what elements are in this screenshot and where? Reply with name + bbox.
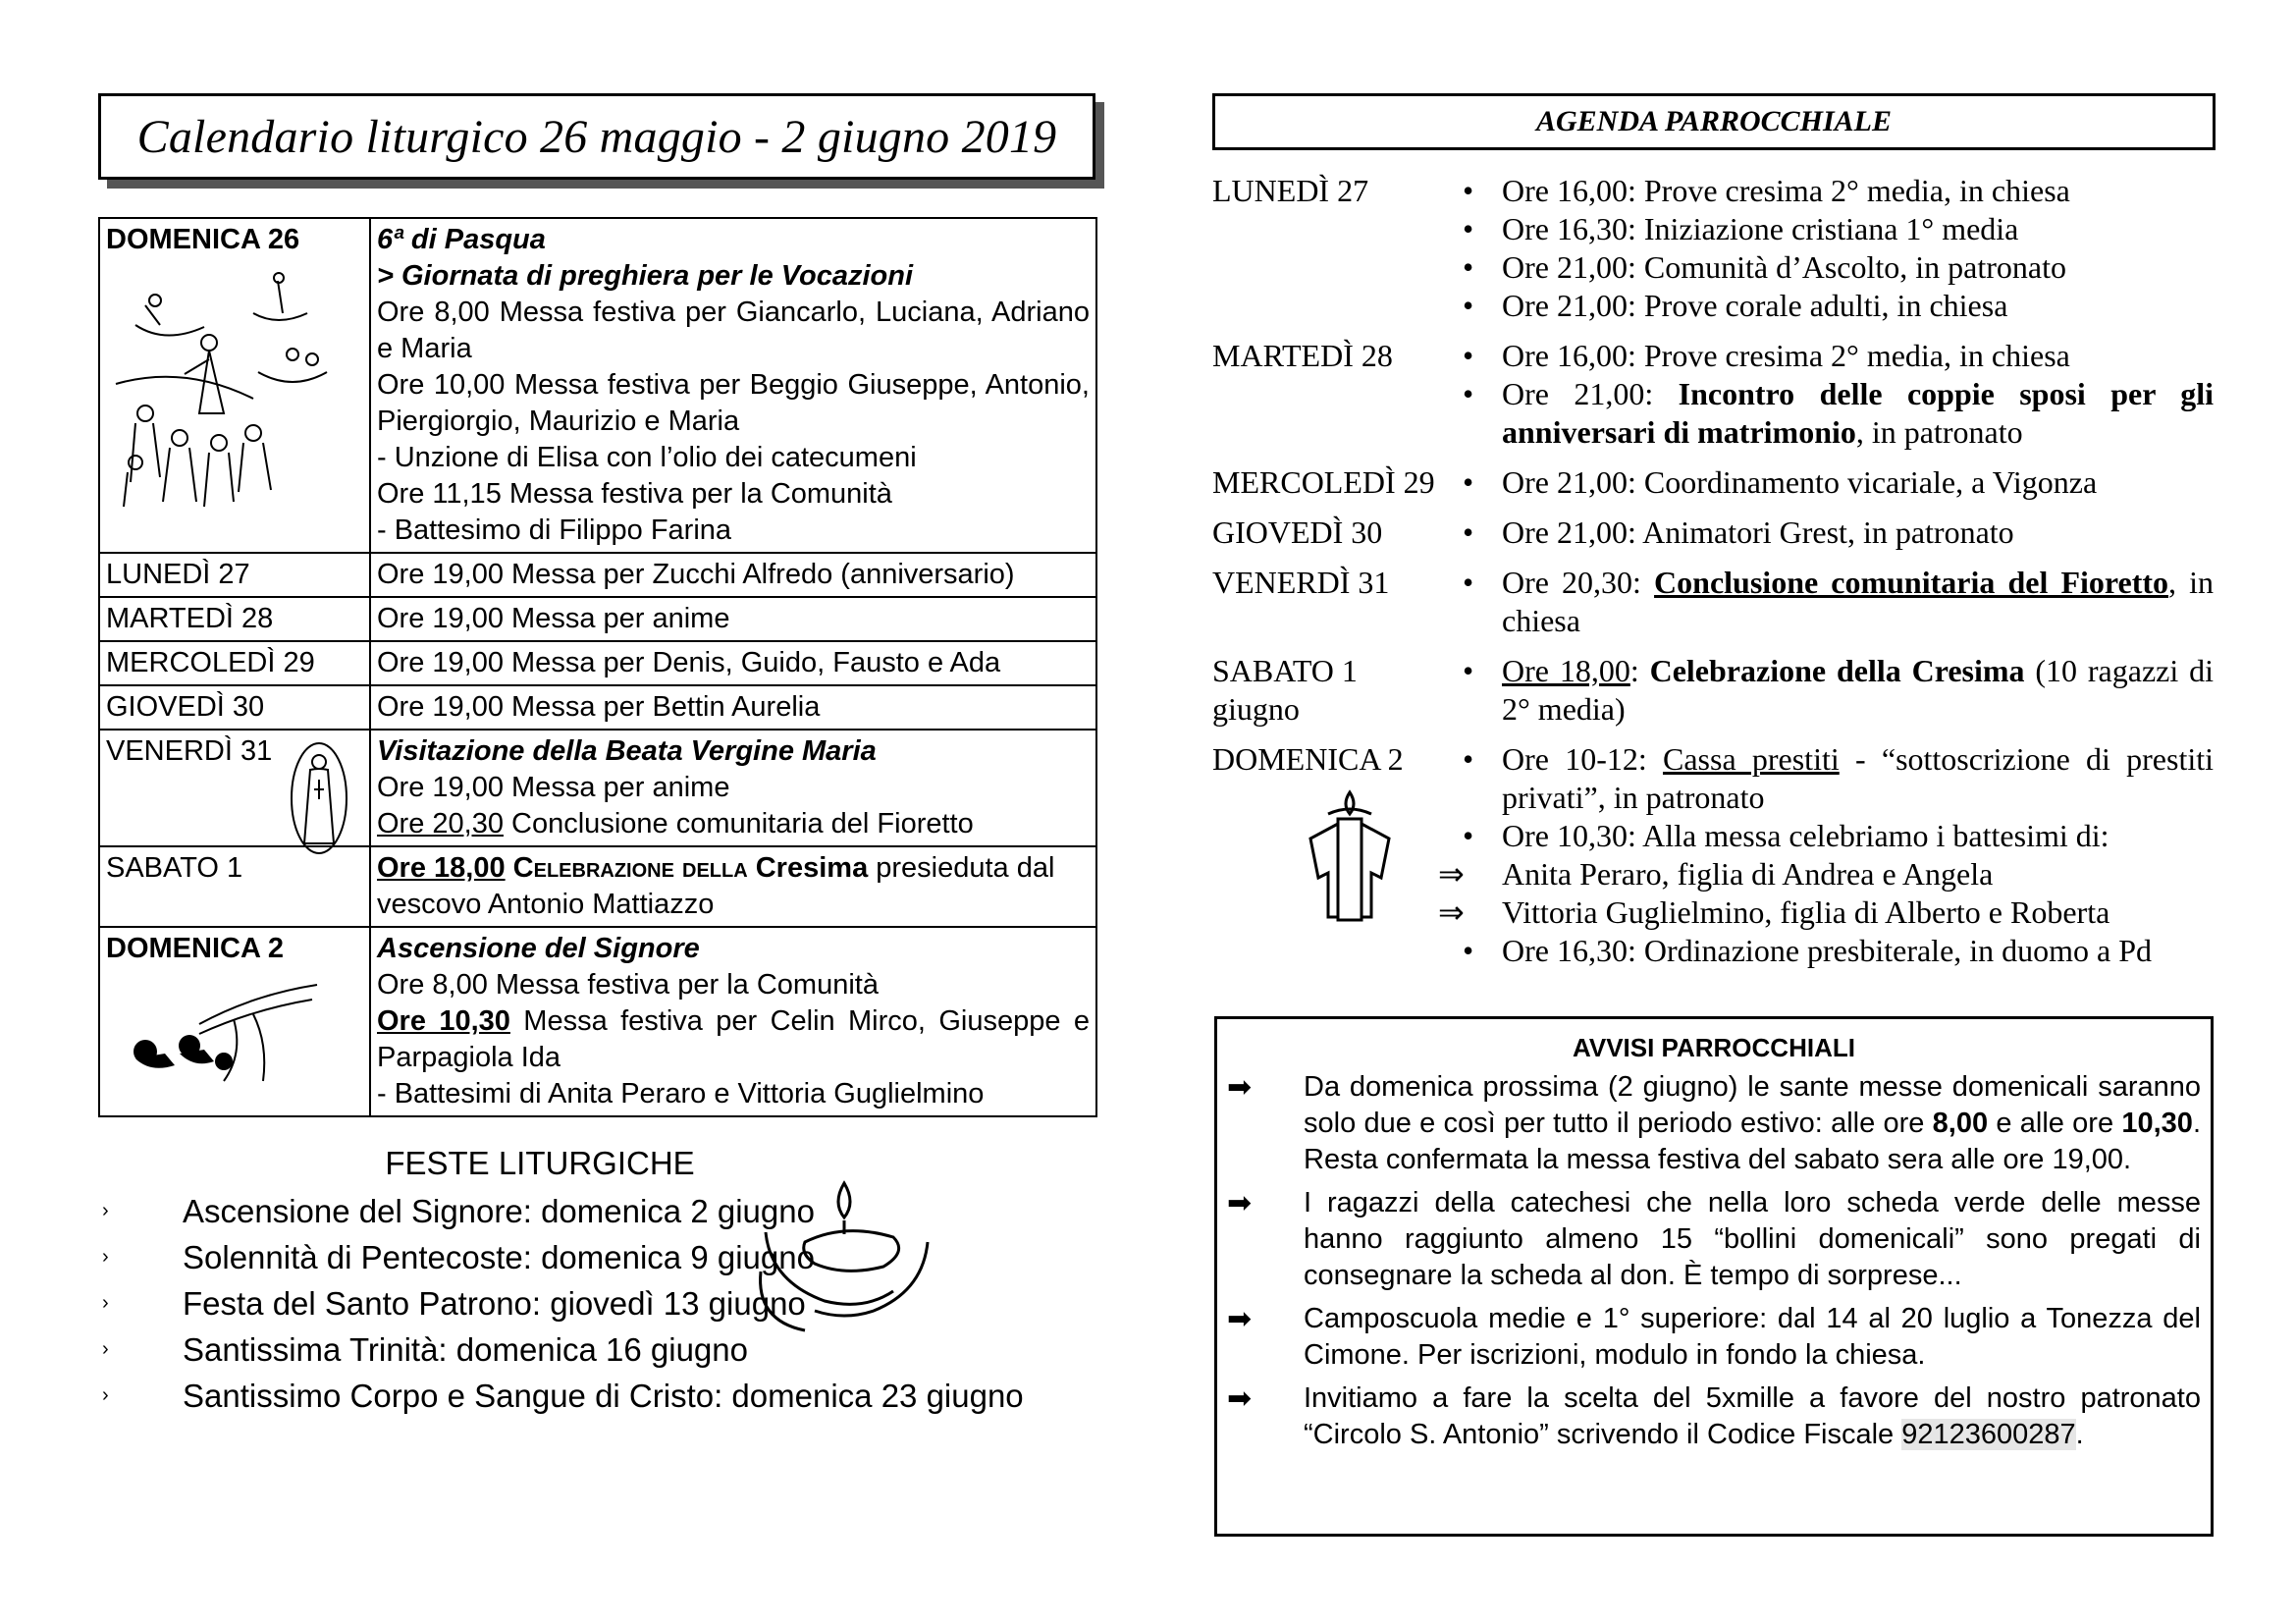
right-page — [1212, 93, 2214, 982]
table-row — [99, 730, 1096, 846]
bullet-icon: • — [1463, 514, 1474, 550]
agenda-row — [1212, 740, 2214, 970]
agenda-items — [1453, 564, 2214, 640]
list-item-text: Santissimo Corpo e Sangue di Cristo: domenica 23 giugno — [183, 1378, 1024, 1414]
list-item-text: Ore 16,30: Iniziazione cristiana 1° media — [1502, 211, 2019, 246]
day-label: DOMENICA 26 — [106, 224, 300, 255]
event-text: Conclusione comunitaria del Fioretto — [503, 808, 974, 839]
agenda-items — [1453, 172, 2214, 325]
agenda-row — [1212, 652, 2214, 729]
avviso-bold: 10,30 — [2121, 1108, 2193, 1139]
avviso-text: Da domenica prossima (2 giugno) le sante messe domenicali saranno solo due e così per tutto il periodo estivo: alle ore — [1304, 1071, 2201, 1139]
calendar-title-box — [98, 93, 1095, 180]
day-cell — [99, 218, 370, 553]
arrow-icon: ⇒ — [1438, 894, 1465, 930]
day-label: VENERDÌ 31 — [106, 735, 273, 767]
bullet-icon: • — [1463, 653, 1474, 688]
day-label: DOMENICA 2 — [106, 933, 284, 964]
list-item — [1453, 564, 2214, 640]
avviso-item — [1217, 1301, 2211, 1374]
agenda-day: GIOVEDÌ 30 — [1212, 514, 1383, 550]
list-item — [1453, 172, 2214, 210]
agenda-row — [1212, 514, 2214, 552]
bullet-icon: › — [102, 1338, 109, 1360]
avviso-item — [1217, 1185, 2211, 1294]
agenda-items — [1453, 463, 2214, 502]
baptism-robe-illustration — [1301, 785, 1399, 922]
list-item-text: Ore 21,00: Animatori Grest, in patronato — [1502, 514, 2014, 550]
bullet-icon: • — [1463, 464, 1474, 500]
agenda-row — [1212, 337, 2214, 452]
event-line: - Battesimo di Filippo Farina — [377, 514, 732, 546]
list-item — [1453, 652, 2214, 729]
agenda-day: MARTEDÌ 28 — [1212, 338, 1393, 373]
list-item-bold: Celebrazione della Cresima — [1649, 653, 2025, 688]
bullet-icon: › — [102, 1246, 109, 1268]
list-item-text: Ore 21,00: Prove corale adulti, in chiesa — [1502, 288, 2008, 323]
list-item-text: Ore 20,30: — [1502, 565, 1655, 600]
agenda-items — [1453, 652, 2214, 729]
day-cell: SABATO 1 — [99, 846, 370, 927]
list-item-text: Ore 10-12: — [1502, 741, 1663, 777]
list-item — [1453, 740, 2214, 817]
list-item-text: , in patronato — [1855, 414, 2023, 450]
agenda-day: MERCOLEDÌ 29 — [1212, 464, 1435, 500]
event-line — [377, 1003, 1090, 1076]
ascension-illustration — [106, 975, 322, 1083]
event-line: - Unzione di Elisa con l’olio dei catecumeni — [377, 442, 917, 473]
event-smallcaps: Celebrazione della — [505, 852, 756, 884]
agenda-row — [1212, 564, 2214, 640]
agenda-items — [1453, 337, 2214, 452]
list-item-text: Ore 21,00: Comunità d’Ascolto, in patronato — [1502, 249, 2067, 285]
list-item — [98, 1373, 1099, 1419]
left-page — [98, 93, 1099, 1419]
event-time: Ore 18,00 — [377, 852, 506, 884]
bullet-icon: • — [1463, 818, 1474, 853]
agenda-day-line: DOMENICA 2 — [1212, 741, 1404, 777]
event-line: - Battesimi di Anita Peraro e Vittoria Guglielmino — [377, 1078, 985, 1110]
list-item-text: Ore 21,00: — [1502, 376, 1679, 411]
events-cell — [370, 730, 1096, 846]
bullet-icon: • — [1463, 741, 1474, 777]
event-line: Ore 8,00 Messa festiva per Giancarlo, Luciana, Adriano e Maria — [377, 297, 1090, 364]
event-bold: Cresima — [755, 852, 869, 884]
table-row — [99, 553, 1096, 597]
bullet-icon: • — [1463, 173, 1474, 208]
agenda-items — [1438, 740, 2215, 970]
events-cell: Ore 19,00 Messa per Bettin Aurelia — [370, 685, 1096, 730]
list-item-bold: Incontro delle coppie sposi per gli anniversari di matrimonio — [1502, 376, 2214, 450]
table-row — [99, 927, 1096, 1116]
avviso-bold: 8,00 — [1932, 1108, 1989, 1139]
bullet-icon: • — [1463, 288, 1474, 323]
agenda-items — [1453, 514, 2214, 552]
list-item — [1453, 210, 2214, 248]
event-line: Ore 19,00 Messa per anime — [377, 772, 730, 803]
bullet-icon: • — [1463, 249, 1474, 285]
list-item-text: Ore 16,00: Prove cresima 2° media, in chiesa — [1502, 338, 2070, 373]
events-cell — [370, 927, 1096, 1116]
bullet-icon: • — [1463, 211, 1474, 246]
event-line: > Giornata di preghiera per le Vocazioni — [377, 260, 914, 292]
avvisi-title: AVVISI PARROCCHIALI — [1573, 1033, 1855, 1062]
pointing-arrow-icon: ➡ — [1227, 1303, 1253, 1335]
avviso-item — [1217, 1380, 2211, 1453]
list-item-text: Ore 16,00: Prove cresima 2° media, in chiesa — [1502, 173, 2070, 208]
event-time: Ore 10,30 — [377, 1005, 510, 1037]
pointing-arrow-icon: ➡ — [1227, 1187, 1253, 1219]
avviso-text: I ragazzi della catechesi che nella loro scheda verde delle messe hanno raggiunto almeno 15 “bollini domenicali” sono pregati di consegnare la scheda al don. È tempo di sorprese... — [1304, 1187, 2201, 1291]
agenda-title: AGENDA PARROCCHIALE — [1535, 105, 1893, 137]
list-item — [1453, 337, 2214, 375]
agenda-day-line: giugno — [1212, 691, 1300, 727]
list-item — [1453, 932, 2214, 970]
bullet-icon: › — [102, 1200, 109, 1221]
list-item-text: Solennità di Pentecoste: domenica 9 giugno — [183, 1239, 815, 1275]
list-item — [1453, 287, 2214, 325]
agenda-day — [1212, 652, 1453, 729]
bullet-icon: • — [1463, 565, 1474, 600]
list-item-text: Anita Peraro, figlia di Andrea e Angela — [1502, 856, 1994, 892]
list-item-text: , in chiesa — [1502, 565, 2215, 638]
list-item — [98, 1188, 1099, 1234]
list-item-text: (10 ragazzi di 2° media) — [1502, 653, 2214, 727]
list-item-text: Santissima Trinità: domenica 16 giugno — [183, 1331, 748, 1368]
agenda-title-box — [1212, 93, 2216, 150]
pointing-arrow-icon: ➡ — [1227, 1071, 1253, 1104]
avviso-text: Camposcuola medie e 1° superiore: dal 14 al 20 luglio a Tonezza del Cimone. Per iscrizioni, modulo in fondo la chiesa. — [1304, 1303, 2201, 1371]
list-item — [98, 1326, 1099, 1373]
list-item-text: Ore 10,30: Alla messa celebriamo i battesimi di: — [1502, 818, 2109, 853]
events-cell — [370, 218, 1096, 553]
avviso-item — [1217, 1069, 2211, 1178]
avviso-text: . — [2075, 1419, 2084, 1450]
list-item — [98, 1280, 1099, 1326]
bullet-icon: › — [102, 1384, 109, 1406]
table-row — [99, 641, 1096, 685]
event-time: Ore 20,30 — [377, 808, 504, 839]
event-line — [377, 806, 1090, 842]
event-line: 6ª di Pasqua — [377, 224, 546, 255]
bullet-icon: › — [102, 1292, 109, 1314]
list-item — [98, 1234, 1099, 1280]
day-cell: LUNEDÌ 27 — [99, 553, 370, 597]
events-cell: Ore 19,00 Messa per Denis, Guido, Fausto e Ada — [370, 641, 1096, 685]
list-item-text: Vittoria Guglielmino, figlia di Alberto e Roberta — [1502, 894, 2110, 930]
pointing-arrow-icon: ➡ — [1227, 1382, 1253, 1415]
list-item — [1438, 893, 2214, 932]
list-item-text: - “sottoscrizione di prestiti privati”, in patronato — [1502, 741, 2215, 815]
list-item-bold: Conclusione comunitaria del Fioretto — [1654, 565, 2169, 600]
day-cell — [99, 927, 370, 1116]
list-item — [1453, 248, 2214, 287]
event-line: Ore 8,00 Messa festiva per la Comunità — [377, 969, 879, 1001]
feste-title: FESTE LITURGICHE — [385, 1145, 695, 1181]
list-item — [1438, 855, 2214, 893]
avviso-text: e alle ore — [1988, 1108, 2122, 1139]
list-item-text: Ore 16,30: Ordinazione presbiterale, in duomo a Pd — [1502, 933, 2153, 968]
fishermen-illustration — [106, 266, 342, 512]
list-item-text: Ascensione del Signore: domenica 2 giugno — [183, 1193, 815, 1229]
day-cell: MARTEDÌ 28 — [99, 597, 370, 641]
event-text: presieduta dal vescovo Antonio Mattiazzo — [377, 852, 1055, 920]
bullet-icon: • — [1463, 376, 1474, 411]
calendar-table — [98, 217, 1097, 1117]
bullet-icon: • — [1463, 933, 1474, 968]
bullet-icon: • — [1463, 338, 1474, 373]
day-cell: MERCOLEDÌ 29 — [99, 641, 370, 685]
table-row — [99, 597, 1096, 641]
list-item-text: Ore 21,00: Coordinamento vicariale, a Vigonza — [1502, 464, 2098, 500]
table-row — [99, 846, 1096, 927]
list-item — [1453, 514, 2214, 552]
event-line: Ascensione del Signore — [377, 933, 700, 964]
list-item-text: : — [1629, 653, 1650, 688]
day-cell — [99, 730, 370, 846]
agenda-day — [1212, 740, 1453, 970]
events-cell: Ore 19,00 Messa per anime — [370, 597, 1096, 641]
table-row — [99, 685, 1096, 730]
fiscal-code: 92123600287 — [1901, 1419, 2076, 1450]
list-item — [1453, 463, 2214, 502]
list-item-underlined: Cassa prestiti — [1662, 741, 1840, 777]
list-item — [1453, 817, 2214, 855]
list-item — [1453, 375, 2214, 452]
arrow-icon: ⇒ — [1438, 856, 1465, 892]
agenda-day-line: SABATO 1 — [1212, 653, 1358, 688]
event-line: Ore 11,15 Messa festiva per la Comunità — [377, 478, 892, 510]
avviso-text: Invitiamo a fare la scelta del 5xmille a favore del nostro patronato “Circolo S. Antonio” scrivendo il Codice Fiscale — [1304, 1382, 2201, 1450]
calendar-title: Calendario liturgico 26 maggio - 2 giugno 2019 — [136, 110, 1057, 163]
list-item-time: Ore 18,00 — [1502, 653, 1630, 688]
oil-lamp-illustration — [746, 1173, 942, 1340]
event-text: Messa festiva per Celin Mirco, Giuseppe e Parpagiola Ida — [377, 1005, 1090, 1073]
avvisi-box — [1214, 1016, 2214, 1537]
agenda-day: VENERDÌ 31 — [1212, 565, 1390, 600]
list-item-text: Festa del Santo Patrono: giovedì 13 giugno — [183, 1285, 806, 1322]
day-cell: GIOVEDÌ 30 — [99, 685, 370, 730]
feste-list — [98, 1188, 1099, 1419]
madonna-illustration — [289, 740, 349, 856]
agenda-row — [1212, 172, 2214, 325]
event-line: Ore 10,00 Messa festiva per Beggio Giuseppe, Antonio, Piergiorgio, Maurizio e Maria — [377, 369, 1090, 437]
event-line: Visitazione della Beata Vergine Maria — [377, 735, 877, 767]
avviso-text: . Resta confermata la messa festiva del sabato sera alle ore 19,00. — [1304, 1108, 2201, 1175]
agenda-row — [1212, 463, 2214, 502]
table-row — [99, 218, 1096, 553]
events-cell — [370, 846, 1096, 927]
events-cell: Ore 19,00 Messa per Zucchi Alfredo (anniversario) — [370, 553, 1096, 597]
agenda-day: LUNEDÌ 27 — [1212, 173, 1369, 208]
